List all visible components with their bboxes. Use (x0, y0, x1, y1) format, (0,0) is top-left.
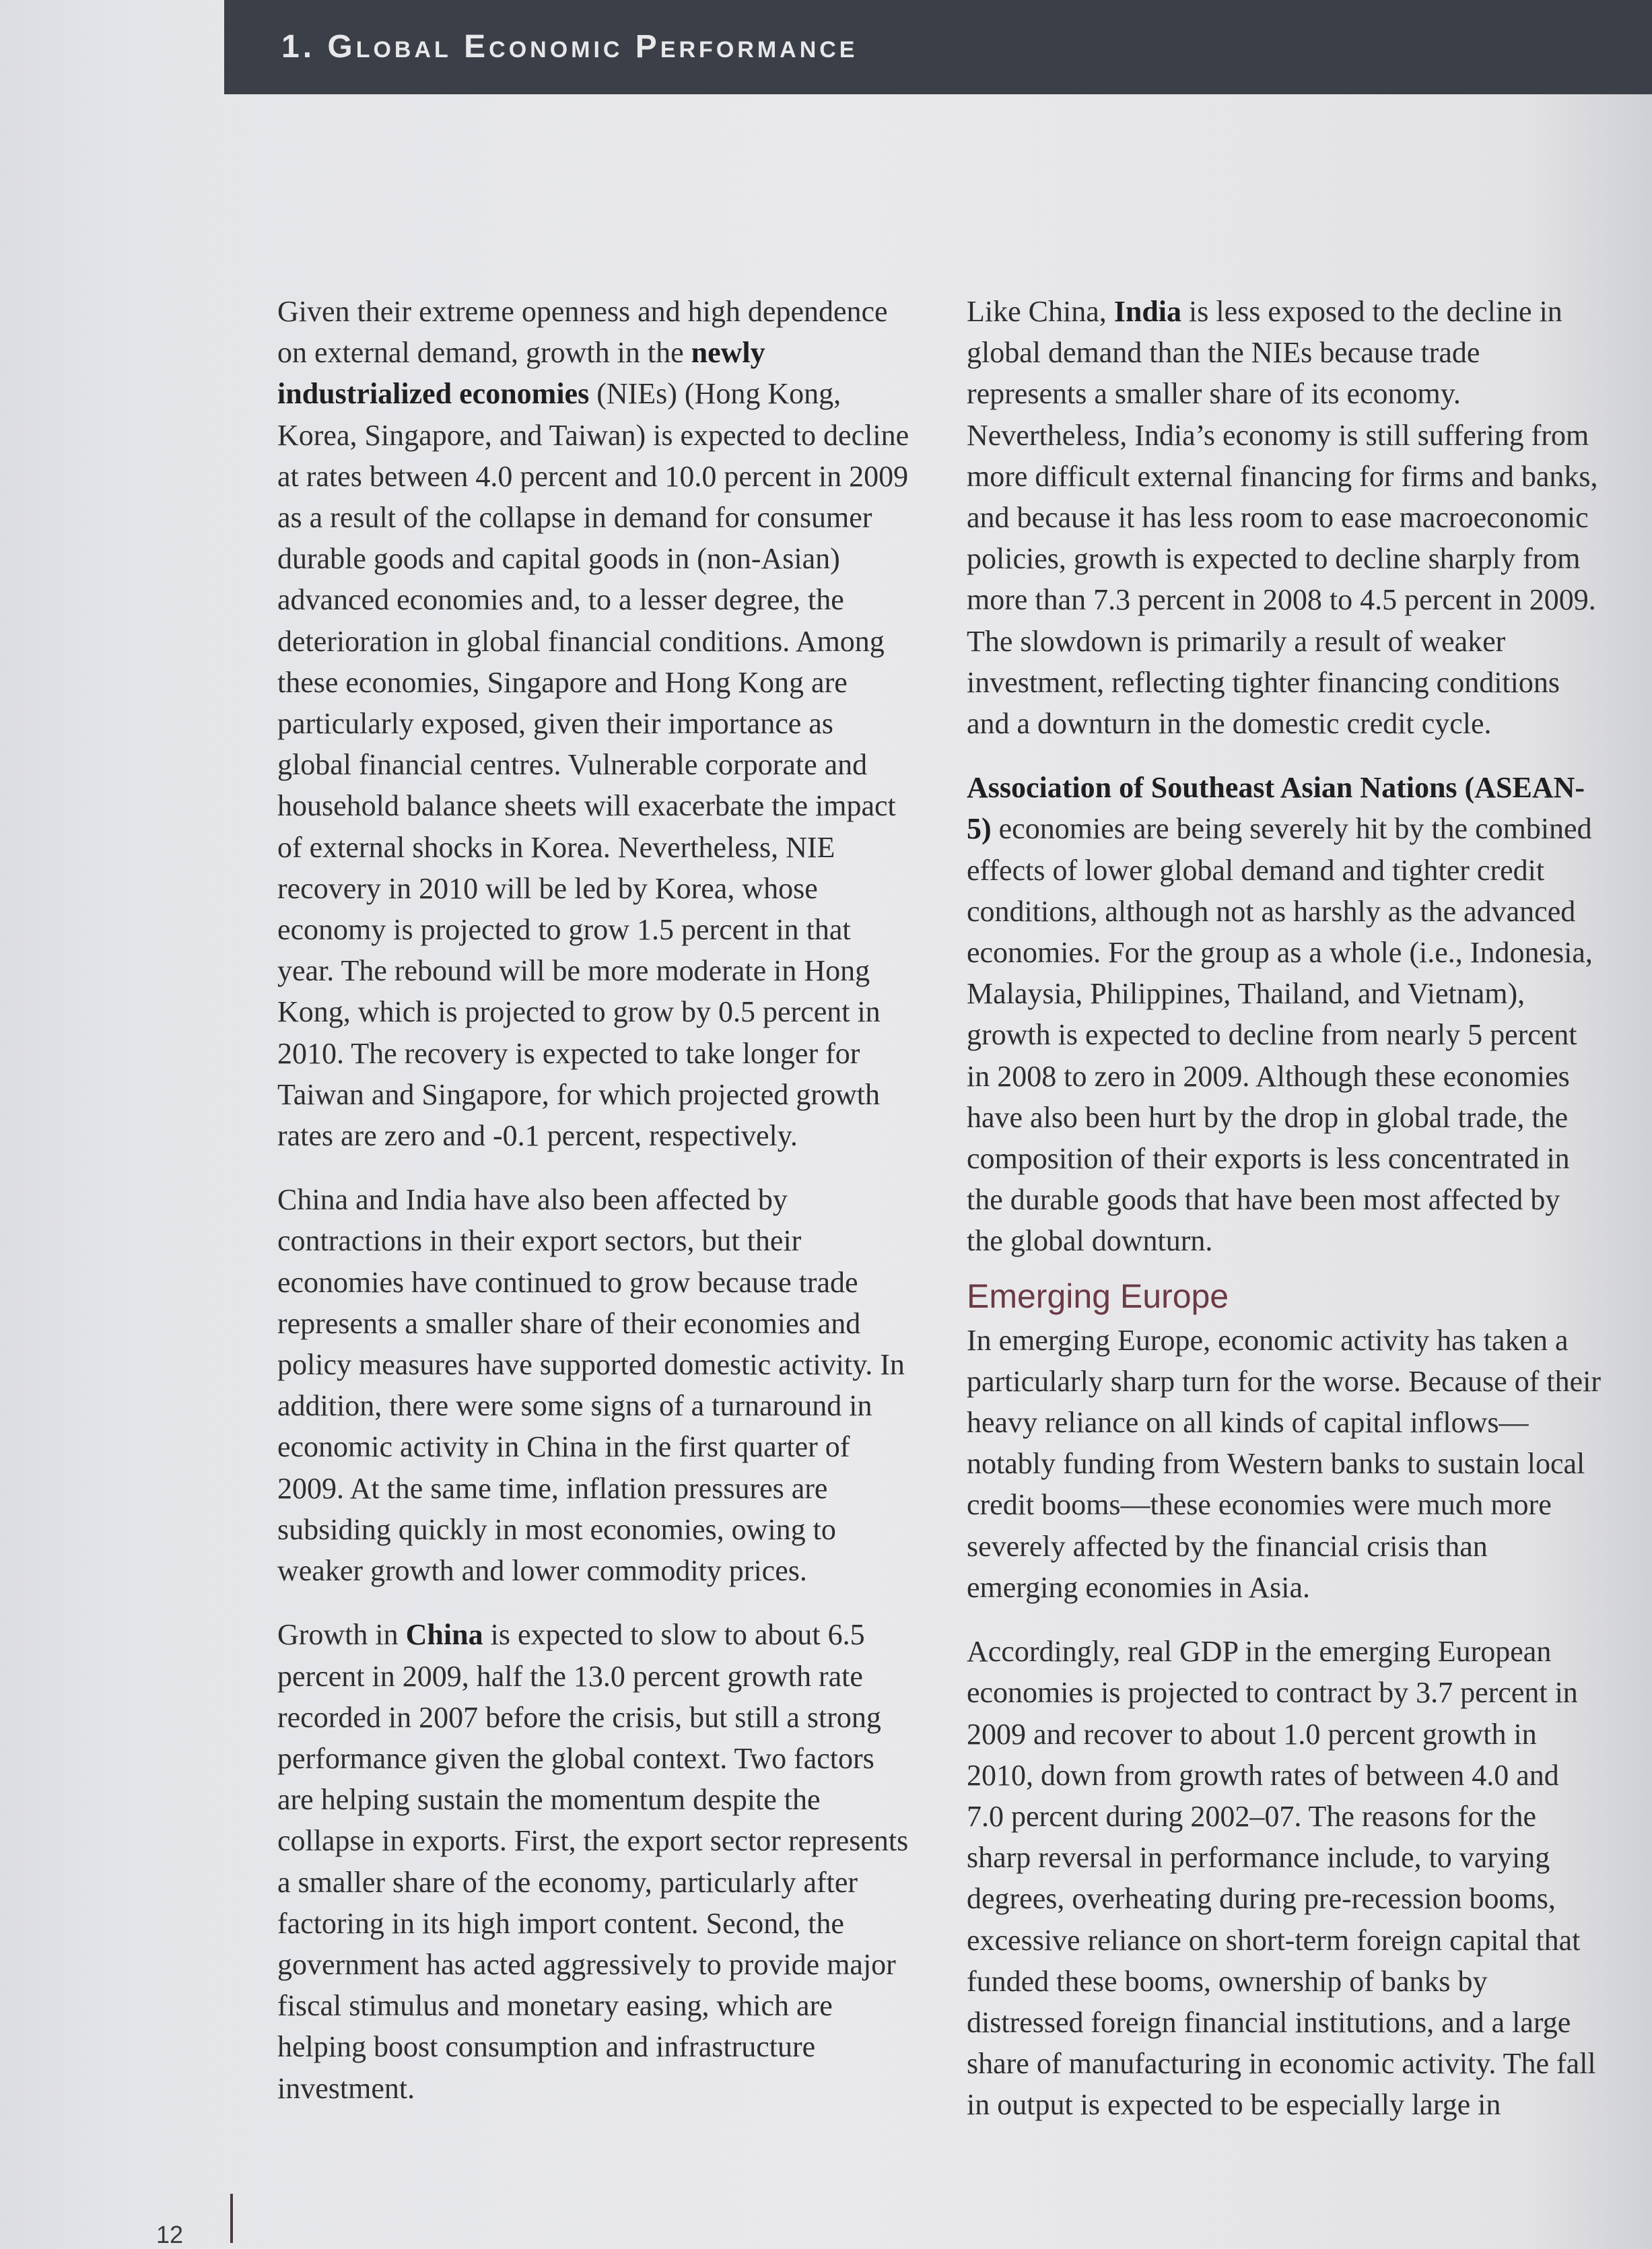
page-number-rule (230, 2194, 233, 2243)
text-run: is expected to slow to about 6.5 percent in 2009, half the 13.0 percent growth rate recorded in 2007 before the crisis, but still a strong performance given the global context. Two factors are helping sustain the momentum despite the collapse in exports. First, the export sector represents a smaller share of the economy, particularly after factoring in its high import content. Second, the government has acted aggressively to provide major fiscal stimulus and monetary easing, which are helping boost consumption and infrastructure investment. (277, 1618, 909, 2105)
paragraph-china (277, 1614, 914, 2108)
bold-term: newly industrialized economies (277, 336, 765, 411)
paragraph-nies (277, 291, 914, 1156)
paragraph-india (967, 291, 1603, 744)
chapter-header-bar (224, 0, 1652, 94)
bold-term: India (1113, 295, 1182, 328)
paragraph-asean (967, 767, 1603, 1261)
paragraph-emerging-europe-gdp (967, 1631, 1603, 2125)
bold-term: Association of Southeast Asian Nations (ASEAN-5) (967, 771, 1585, 846)
section-heading-emerging-europe: Emerging Europe (967, 1277, 1229, 1315)
right-column (967, 291, 1603, 2149)
text-run: Growth in (277, 1618, 406, 1652)
page-number: 12 (156, 2221, 184, 2248)
text-run: Given their extreme openness and high dependence on external demand, growth in the (277, 295, 888, 370)
text-run: economies are being severely hit by the combined effects of lower global demand and tighter credit conditions, although not as harshly as the advanced economies. For the group as a whole (i.e., Indonesia, Malaysia, Philippines, Thailand, and Vietnam), growth is expected to decline from nearly 5 percent in 2008 to zero in 2009. Although these economies have also been hurt by the drop in global trade, the composition of their exports is less concentrated in the durable goods that have been most affected by the global downturn. (967, 812, 1593, 1258)
paragraph-china-india (277, 1179, 914, 1591)
text-run: is less exposed to the decline in global demand than the NIEs because trade represents a smaller share of its economy. Nevertheless, India’s economy is still suffering from more difficult external financing for firms and banks, and because it has less room to ease macroeconomic policies, growth is expected to decline sharply from more than 7.3 percent in 2008 to 4.5 percent in 2009. The slowdown is primarily a result of weaker investment, reflecting tighter financing conditions and a downturn in the domestic credit cycle. (967, 295, 1598, 741)
left-column (277, 291, 914, 2132)
text-run: Like China, (967, 295, 1114, 328)
paragraph-emerging-europe-intro (967, 1320, 1603, 1608)
chapter-title: 1. Global Economic Performance (281, 29, 858, 65)
text-run: China and India have also been affected by contractions in their export sectors, but their economies have continued to grow because trade represents a smaller share of their economies and policy measures have supported domestic activity. In addition, there were some signs of a turnaround in economic activity in China in the first quarter of 2009. At the same time, inflation pressures are subsiding quickly in most economies, owing to weaker growth and lower commodity prices. (277, 1183, 905, 1588)
bold-term: China (405, 1618, 483, 1652)
text-run: In emerging Europe, economic activity has taken a particularly sharp turn for the worse. Because of their heavy reliance on all kinds of capital inflows—notably funding from Western banks to sustain local credit booms—these economies were much more severely affected by the financial crisis than emerging economies in Asia. (967, 1323, 1601, 1604)
text-run: (NIEs) (Hong Kong, Korea, Singapore, and Taiwan) is expected to decline at rates between 4.0 percent and 10.0 percent in 2009 as a result of the collapse in demand for consumer durable goods and capital goods in (non-Asian) advanced economies and, to a lesser degree, the deterioration in global financial conditions. Among these economies, Singapore and Hong Kong are particularly exposed, given their importance as global financial centres. Vulnerable corporate and household balance sheets will exacerbate the impact of external shocks in Korea. Nevertheless, NIE recovery in 2010 will be led by Korea, whose economy is projected to grow 1.5 percent in that year. The rebound will be more moderate in Hong Kong, which is projected to grow by 0.5 percent in 2010. The recovery is expected to take longer for Taiwan and Singapore, for which projected growth rates are zero and -0.1 percent, respectively. (277, 377, 909, 1153)
text-run: Accordingly, real GDP in the emerging European economies is projected to contract by 3.7 percent in 2009 and recover to about 1.0 percent growth in 2010, down from growth rates of between 4.0 and 7.0 percent during 2002–07. The reasons for the sharp reversal in performance include, to varying degrees, overheating during pre-recession booms, excessive reliance on short-term foreign capital that funded these booms, ownership of banks by distressed foreign financial institutions, and a large share of manufacturing in economic activity. The fall in output is expected to be especially large in (967, 1635, 1596, 2122)
